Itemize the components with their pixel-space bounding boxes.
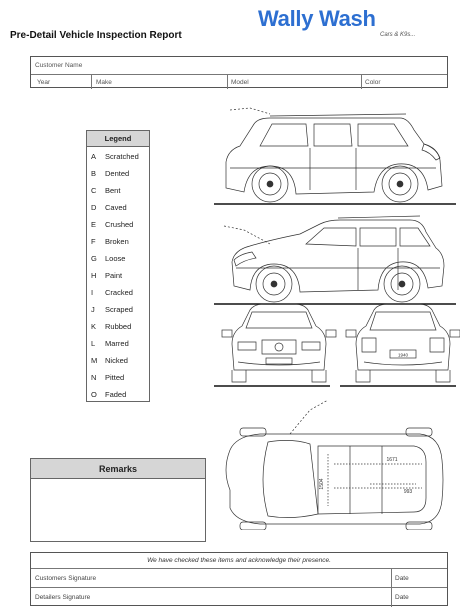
legend-item — [87, 165, 149, 182]
page-title: Pre-Detail Vehicle Inspection Report — [10, 30, 182, 41]
dimension-label-cargo: 993 — [403, 489, 413, 495]
legend-label: Scratched — [105, 152, 139, 161]
legend-label: Marred — [105, 339, 129, 348]
legend-label: Nicked — [105, 356, 128, 365]
legend-label: Loose — [105, 254, 126, 263]
legend-key: H — [91, 271, 97, 280]
vehicle-diagram — [210, 100, 460, 530]
customer-name-field[interactable] — [31, 57, 447, 75]
legend-key: F — [91, 237, 96, 246]
customer-signature-label: Customers Signature — [35, 575, 97, 582]
legend-item — [87, 267, 149, 284]
divider — [391, 569, 392, 587]
detailer-signature-row[interactable] — [31, 588, 447, 607]
legend-key: M — [91, 356, 98, 365]
detailer-date-label: Date — [395, 594, 409, 601]
customer-name-label: Customer Name — [35, 62, 83, 69]
legend-key: O — [91, 390, 97, 399]
legend-title: Legend — [87, 131, 149, 147]
legend-item — [87, 233, 149, 250]
legend-item — [87, 369, 149, 386]
divider — [227, 75, 228, 89]
legend-label: Pitted — [105, 373, 125, 382]
legend-item — [87, 216, 149, 233]
legend-label: Scraped — [105, 305, 133, 314]
damage-legend — [86, 130, 150, 402]
legend-label: Rubbed — [105, 322, 132, 331]
legend-key: L — [91, 339, 96, 348]
legend-item — [87, 318, 149, 335]
car-right-side-view[interactable] — [214, 216, 456, 304]
legend-item — [87, 250, 149, 267]
year-label: Year — [37, 79, 51, 86]
customer-signature-row[interactable] — [31, 569, 447, 588]
detailer-signature-label: Detailers Signature — [35, 594, 91, 601]
legend-item — [87, 352, 149, 369]
legend-label: Broken — [105, 237, 129, 246]
remarks-title: Remarks — [31, 459, 205, 479]
legend-key: A — [91, 152, 97, 161]
legend-key: G — [91, 254, 97, 263]
car-rear-view[interactable] — [340, 304, 460, 386]
legend-label: Caved — [105, 203, 127, 212]
remarks-box[interactable] — [30, 458, 206, 542]
car-top-view[interactable] — [226, 400, 443, 530]
legend-item — [87, 301, 149, 318]
legend-key: B — [91, 169, 97, 178]
legend-item — [87, 386, 149, 403]
legend-label: Crushed — [105, 220, 134, 229]
acknowledgement-text: We have checked these items and acknowledge their presence. — [31, 553, 447, 569]
legend-label: Cracked — [105, 288, 133, 297]
car-front-view[interactable] — [214, 304, 336, 386]
legend-label: Faded — [105, 390, 127, 399]
customer-date-label: Date — [395, 575, 409, 582]
legend-item — [87, 148, 149, 165]
legend-key: K — [91, 322, 97, 331]
brand-tagline: Cars & K9s... — [380, 32, 416, 38]
vehicle-info-box — [30, 56, 448, 88]
legend-item — [87, 182, 149, 199]
divider — [361, 75, 362, 89]
legend-key: N — [91, 373, 97, 382]
legend-item — [87, 284, 149, 301]
legend-item — [87, 335, 149, 352]
legend-key: I — [91, 288, 94, 297]
legend-key: J — [91, 305, 95, 314]
dimension-label-width: 1671 — [386, 457, 398, 463]
signature-box — [30, 552, 448, 606]
color-label: Color — [365, 79, 381, 86]
legend-label: Bent — [105, 186, 121, 195]
vehicle-details-row — [31, 75, 447, 89]
legend-label: Dented — [105, 169, 130, 178]
brand-logo: Wally Wash — [258, 6, 376, 31]
legend-key: C — [91, 186, 97, 195]
model-label: Model — [231, 79, 249, 86]
legend-key: E — [91, 220, 97, 229]
dimension-label-length: 1504 — [319, 478, 325, 490]
rear-plate-label: 1940 — [397, 352, 409, 358]
legend-item — [87, 199, 149, 216]
car-left-side-view[interactable] — [214, 108, 456, 204]
divider — [391, 588, 392, 607]
legend-key: D — [91, 203, 97, 212]
divider — [91, 75, 92, 89]
legend-label: Paint — [105, 271, 123, 280]
make-label: Make — [96, 79, 112, 86]
